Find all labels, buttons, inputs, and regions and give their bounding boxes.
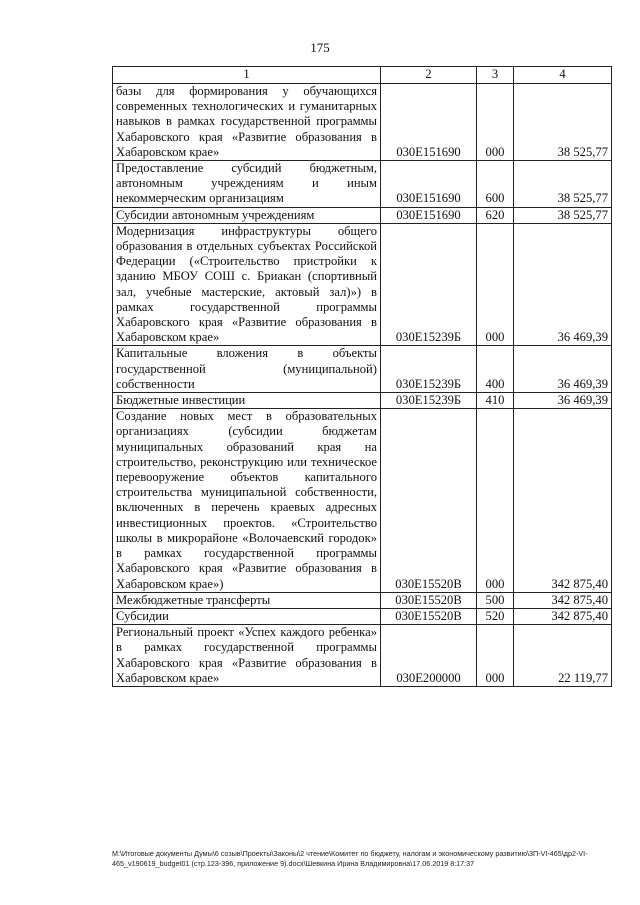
row-expense-kind: 000	[477, 223, 514, 346]
column-header: 2	[381, 67, 477, 84]
table-row	[113, 161, 612, 208]
table-row	[113, 223, 612, 346]
row-amount: 22 119,77	[514, 625, 612, 687]
row-expense-kind: 620	[477, 207, 514, 223]
row-description: Предоставление субсидий бюджетным, автономным учреждениям и иным некоммерческим организациям	[113, 161, 381, 208]
row-description: Бюджетные инвестиции	[113, 393, 381, 409]
row-target-code: 030E151690	[381, 84, 477, 161]
table-header-row	[113, 67, 612, 84]
table-row	[113, 608, 612, 624]
row-amount: 342 875,40	[514, 409, 612, 592]
table-row	[113, 625, 612, 687]
row-description: Создание новых мест в образовательных организациях (субсидии бюджетам муниципальных образований края на строительство, реконструкцию или техническое перевооружение объектов капитального строительства муниципальной собственности, включенных в перечень краевых адресных инвестиционных проектов. «Строительство школы в микрорайоне «Волочаевский городок» в рамках государственной программы Хабаровского края «Развитие образования в Хабаровском крае»)	[113, 409, 381, 592]
row-description: базы для формирования у обучающихся современных технологических и гуманитарных навыков в рамках государственной программы Хабаровского края «Развитие образования в Хабаровском крае»	[113, 84, 381, 161]
row-amount: 342 875,40	[514, 608, 612, 624]
row-amount: 36 469,39	[514, 393, 612, 409]
row-amount: 38 525,77	[514, 161, 612, 208]
row-amount: 342 875,40	[514, 592, 612, 608]
row-amount: 36 469,39	[514, 223, 612, 346]
row-expense-kind: 000	[477, 409, 514, 592]
table-row	[113, 409, 612, 592]
row-target-code: 030E15239Б	[381, 346, 477, 393]
table-row	[113, 346, 612, 393]
row-expense-kind: 000	[477, 625, 514, 687]
row-description: Капитальные вложения в объекты государственной (муниципальной) собственности	[113, 346, 381, 393]
row-description: Субсидии	[113, 608, 381, 624]
row-expense-kind: 600	[477, 161, 514, 208]
table-row	[113, 207, 612, 223]
document-path-footer: M:\Итоговые документы Думы\6 созыв\Проекты\Законы\2 чтение\Комитет по бюджету, налогам и экономическому развитию\3П-VI-465\др2-VI-465_v190619_budget01 (стр.123-396, приложение 9).docx\Шевкина Ирина Владимировна\17.06.2019 8:17:37	[112, 849, 588, 868]
column-header: 3	[477, 67, 514, 84]
row-target-code: 030E15520В	[381, 409, 477, 592]
row-target-code: 030E151690	[381, 161, 477, 208]
row-amount: 38 525,77	[514, 84, 612, 161]
row-target-code: 030E200000	[381, 625, 477, 687]
table-row	[113, 592, 612, 608]
row-expense-kind: 410	[477, 393, 514, 409]
table-row	[113, 84, 612, 161]
row-description: Субсидии автономным учреждениям	[113, 207, 381, 223]
column-header: 4	[514, 67, 612, 84]
row-target-code: 030E15239Б	[381, 223, 477, 346]
row-amount: 38 525,77	[514, 207, 612, 223]
budget-table	[112, 66, 612, 687]
page-number: 175	[310, 40, 330, 55]
row-expense-kind: 520	[477, 608, 514, 624]
table-row	[113, 393, 612, 409]
row-expense-kind: 500	[477, 592, 514, 608]
row-target-code: 030E15520В	[381, 592, 477, 608]
row-expense-kind: 000	[477, 84, 514, 161]
row-expense-kind: 400	[477, 346, 514, 393]
column-header: 1	[113, 67, 381, 84]
row-amount: 36 469,39	[514, 346, 612, 393]
row-description: Межбюджетные трансферты	[113, 592, 381, 608]
row-description: Модернизация инфраструктуры общего образования в отдельных субъектах Российской Федерации («Строительство пристройки к зданию МБОУ СОШ с. Бриакан (спортивный зал, учебные мастерские, актовый зал)») в рамках государственной программы Хабаровского края «Развитие образования в Хабаровском крае»	[113, 223, 381, 346]
row-target-code: 030E15520В	[381, 608, 477, 624]
row-target-code: 030E151690	[381, 207, 477, 223]
row-target-code: 030E15239Б	[381, 393, 477, 409]
row-description: Региональный проект «Успех каждого ребенка» в рамках государственной программы Хабаровского края «Развитие образования в Хабаровском крае»	[113, 625, 381, 687]
